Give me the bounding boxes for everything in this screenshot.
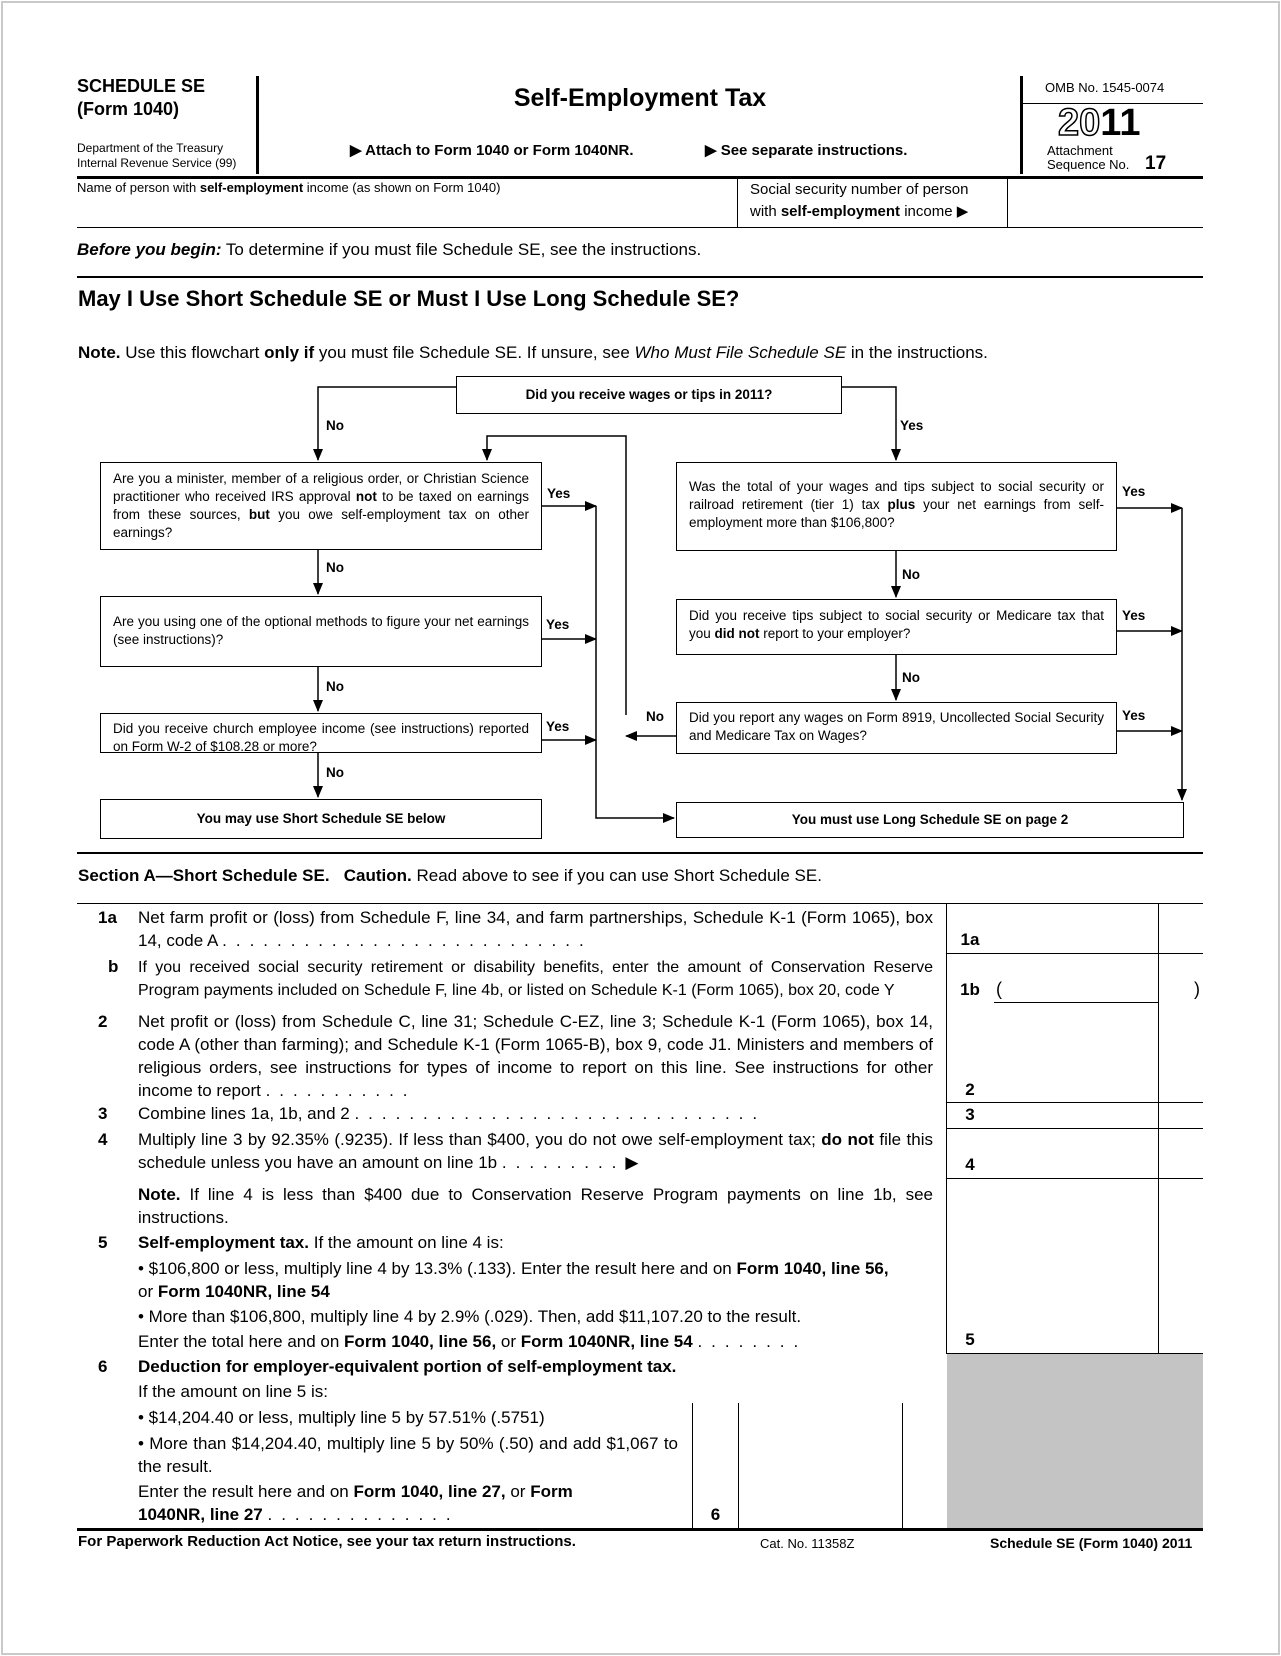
label-yes-wages: Yes [900, 418, 924, 433]
line-4-input[interactable] [996, 1130, 1156, 1176]
label-no-church: No [326, 765, 344, 780]
q-8919-box: Did you report any wages on Form 8919, Uncollected Social Security and Medicare Tax on Wages? [676, 702, 1117, 754]
label-yes-minister: Yes [547, 486, 571, 501]
result-short-box: You may use Short Schedule SE below [100, 799, 542, 839]
sequence-number: 17 [1145, 153, 1167, 174]
line-3-text: Combine lines 1a, 1b, and 2 .............................. [138, 1104, 767, 1123]
ssn-label-line1: Social security number of person [750, 181, 969, 198]
catalog-number: Cat. No. 11358Z [760, 1536, 855, 1551]
line-5-total: Enter the total here and on Form 1040, line 56, or Form 1040NR, line 54 ........ [138, 1332, 808, 1351]
flowchart-note: Note. Use this flowchart only if you must file Schedule SE. If unsure, see Who Must File Schedule SE in the instructions. [78, 343, 988, 362]
q-tips-box: Did you receive tips subject to social security or Medicare tax that you did not report to your employer? [676, 599, 1117, 655]
box-label-1a: 1a [960, 930, 980, 949]
line-5-input[interactable] [996, 1180, 1156, 1351]
line-2-input[interactable] [996, 1006, 1156, 1100]
box-label-2: 2 [965, 1080, 975, 1099]
box-label-3: 3 [965, 1105, 975, 1124]
line-5-heading: Self-employment tax. If the amount on line 4 is: [138, 1233, 504, 1252]
line-5-bullet-1: • $106,800 or less, multiply line 4 by 13.3% (.133). Enter the result here and on Form 1040, line 56, or Form 1040NR, line 54 [138, 1259, 889, 1301]
line-5-number: 5 [98, 1233, 108, 1252]
box-label-5: 5 [965, 1330, 975, 1349]
label-yes-total: Yes [1122, 484, 1146, 499]
box-label-1b: 1b [960, 980, 980, 999]
attach-instruction: ▶ Attach to Form 1040 or Form 1040NR. [350, 142, 634, 159]
footer-form-id: Schedule SE (Form 1040) 2011 [990, 1535, 1193, 1551]
line-6-bullet-2: • More than $14,204.40, multiply line 5 by 50% (.50) and add $1,067 to the result. [138, 1434, 678, 1476]
line-3-number: 3 [98, 1104, 108, 1123]
row-1a-rule [946, 953, 1203, 954]
paren-open: ( [996, 979, 1002, 999]
omb-number: OMB No. 1545-0074 [1045, 80, 1165, 95]
label-yes-church: Yes [546, 719, 570, 734]
line-4-text: Multiply line 3 by 92.35% (.9235). If less than $400, you do not owe self-employment tax; do not file this schedule unless you have an amount on line 1b .........▶ [138, 1130, 933, 1172]
dept-irs: Internal Revenue Service (99) [77, 156, 237, 170]
label-yes-tips: Yes [1122, 608, 1146, 623]
section-a-top-rule [77, 852, 1203, 854]
row-1b-rule [994, 1002, 1158, 1003]
section-a-lines-rule [77, 903, 1203, 904]
line-6-intro: If the amount on line 5 is: [138, 1382, 328, 1401]
line-1a-number: 1a [98, 908, 117, 927]
label-no-tips: No [902, 670, 920, 685]
footer-rule [77, 1528, 1203, 1531]
q-minister-box: Are you a minister, member of a religious order, or Christian Science practitioner who received IRS approval not to be taxed on earnings from these sources, but you owe self-employment tax on other earnings? [100, 462, 542, 550]
line-6-input[interactable] [741, 1405, 900, 1525]
label-no-minister: No [326, 560, 344, 575]
line-4-number: 4 [98, 1130, 108, 1149]
name-label: Name of person with self-employment income (as shown on Form 1040) [77, 180, 501, 195]
line-6-bullet-1: • $14,204.40 or less, multiply line 5 by 57.51% (.5751) [138, 1408, 545, 1427]
label-no-total: No [902, 567, 920, 582]
line-1b-number: b [108, 957, 119, 976]
box-label-6: 6 [710, 1505, 721, 1524]
ssn-label-line2: with self-employment income ▶ [750, 203, 969, 220]
line-2-number: 2 [98, 1012, 108, 1031]
q-optional-box: Are you using one of the optional methods to figure your net earnings (see instructions)? [100, 596, 542, 667]
label-no-wages: No [326, 418, 344, 433]
q-church-box: Did you receive church employee income (see instructions) reported on Form W-2 of $108.28 or more? [100, 713, 542, 753]
attachment-label: Attachment [1047, 143, 1113, 158]
flowchart-heading: May I Use Short Schedule SE or Must I Use Long Schedule SE? [78, 286, 740, 311]
row-2-rule [946, 1102, 1203, 1103]
line-1a-input[interactable] [996, 906, 1156, 951]
box-label-4: 4 [965, 1155, 975, 1174]
label-yes-8919: Yes [1122, 708, 1146, 723]
shaded-area [947, 1354, 1203, 1529]
line-1a-text: Net farm profit or (loss) from Schedule F, line 34, and farm partnerships, Schedule K-1 (Form 1065), box 14, code A ........................... [138, 908, 933, 950]
before-you-begin: Before you begin: To determine if you must file Schedule SE, see the instructions. [77, 240, 702, 259]
line-5-bullet-2: • More than $106,800, multiply line 4 by 2.9% (.029). Then, add $11,107.20 to the result. [138, 1307, 802, 1326]
line-6-num-col-right [738, 1403, 739, 1528]
q-wages-box: Did you receive wages or tips in 2011? [456, 376, 842, 414]
label-yes-optional: Yes [546, 617, 570, 632]
dept-treasury: Department of the Treasury [77, 141, 224, 155]
form-name: (Form 1040) [77, 99, 180, 119]
schedule-name: SCHEDULE SE [77, 76, 206, 96]
line-6-number: 6 [98, 1357, 108, 1376]
separate-instructions: ▶ See separate instructions. [705, 142, 908, 159]
q-total-box: Was the total of your wages and tips subject to social security or railroad retirement (tier 1) tax plus your net earnings from self-employment more than $106,800? [676, 462, 1117, 551]
result-long-box: You must use Long Schedule SE on page 2 [676, 802, 1184, 838]
line-2-text: Net profit or (loss) from Schedule C, line 31; Schedule C-EZ, line 3; Schedule K-1 (Form 1065), box 14, code A (other than farming); and Schedule K-1 (Form 1065-B), box 9, code J1. Ministers and members of religious orders, see instructions for types of income to report on this line. See instructions for other income to report ........... [138, 1012, 933, 1100]
line-1b-text: If you received social security retirement or disability benefits, enter the amount of Conservation Reserve Program payments included on Schedule F, line 4b, or listed on Schedule K-1 (Form 1065), box 20, code Y [138, 959, 933, 999]
tax-year-bold: 11 [1100, 102, 1141, 144]
sequence-label: Sequence No. [1047, 157, 1130, 172]
line-6-cents-col [902, 1403, 903, 1528]
line-1b-input[interactable] [1006, 956, 1156, 1000]
label-no-optional: No [326, 679, 344, 694]
row-3-rule [946, 1128, 1203, 1129]
tax-year-outline: 20 [1058, 102, 1101, 144]
paren-close: ) [1194, 979, 1200, 999]
line-6-heading: Deduction for employer-equivalent portion of self-employment tax. [138, 1357, 677, 1376]
label-no-8919: No [646, 709, 664, 724]
section-a-title: Section A—Short Schedule SE. Caution. Read above to see if you can use Short Schedule SE. [78, 866, 822, 885]
form-title: Self-Employment Tax [513, 84, 767, 112]
line-6-result: Enter the result here and on Form 1040, line 27, or Form 1040NR, line 27 .............. [138, 1482, 573, 1524]
row-4-rule [946, 1178, 1203, 1179]
line-3-input[interactable] [996, 1104, 1156, 1127]
line-4-note: Note. If line 4 is less than $400 due to Conservation Reserve Program payments on line 1b, see instructions. [138, 1185, 933, 1227]
paperwork-notice: For Paperwork Reduction Act Notice, see your tax return instructions. [78, 1533, 576, 1550]
